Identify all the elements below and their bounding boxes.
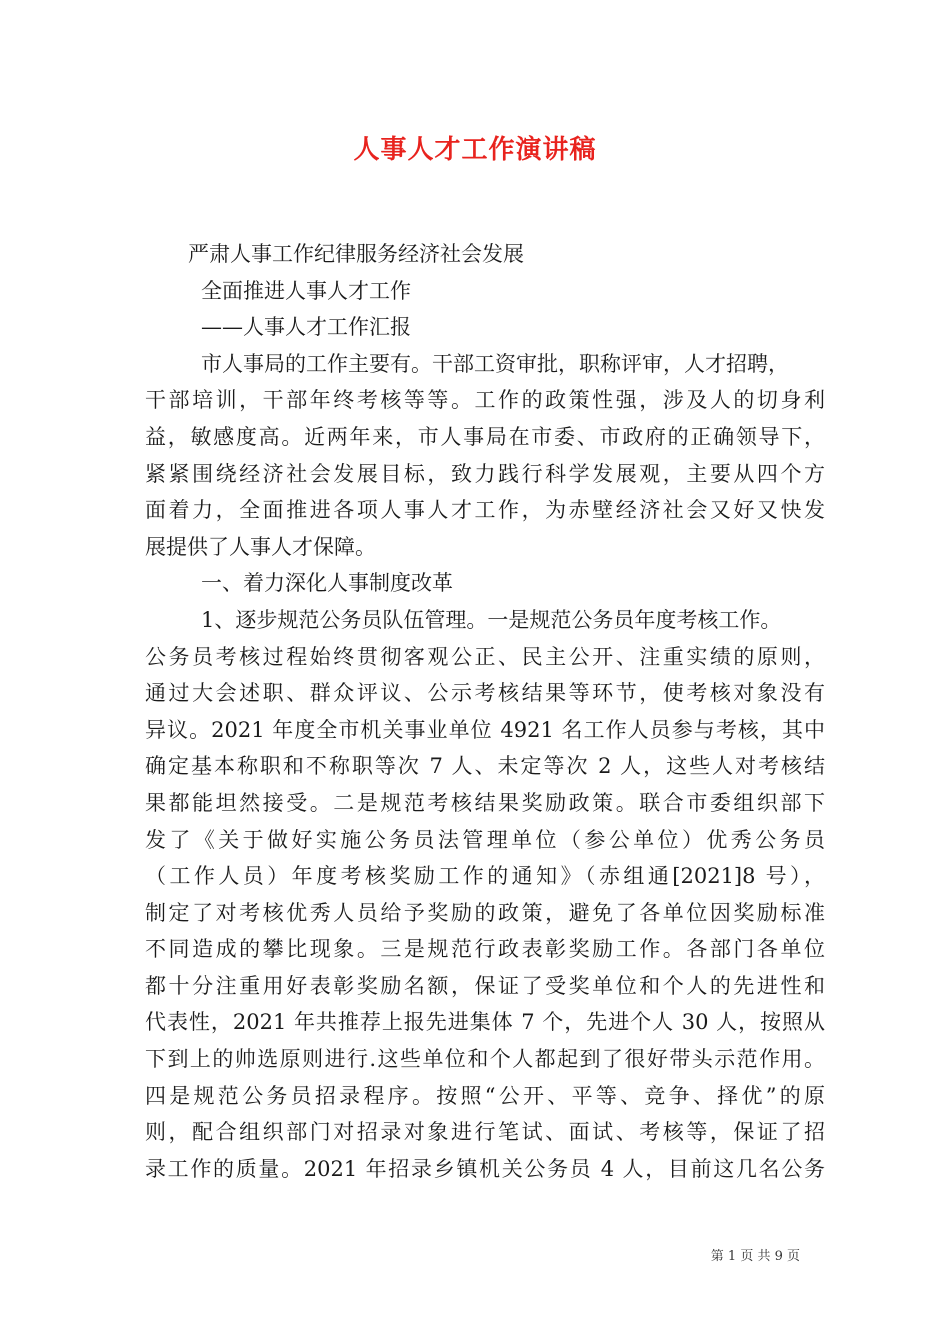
page-number-footer: 第 1 页 共 9 页 [710,1249,800,1264]
paragraph-line: 代表性，2021 年共推荐上报先进集体 7 个，先进个人 30 人，按照从 [145,1010,825,1035]
document-title: 人事人才工作演讲稿 [353,135,597,165]
paragraph-line: 通过大会述职、群众评议、公示考核结果等环节，使考核对象没有 [145,681,825,706]
section-heading: 一、着力深化人事制度改革 [201,571,453,596]
paragraph-line: 都十分注重用好表彰奖励名额，保证了受奖单位和个人的先进性和 [145,973,825,998]
paragraph-line: 干部培训，干部年终考核等等。工作的政策性强，涉及人的切身利 [145,388,825,413]
paragraph-line: 市人事局的工作主要有。干部工资审批，职称评审，人才招聘， [201,351,789,376]
subtitle-line-3: ——人事人才工作汇报 [201,315,411,340]
paragraph-line: 四是规范公务员招录程序。按照“公开、平等、竞争、择优”的原 [145,1083,825,1108]
paragraph-line: 展提供了人事人才保障。 [145,534,376,559]
paragraph-line: 异议。2021 年度全市机关事业单位 4921 名工作人员参与考核，其中 [145,717,825,742]
document-body [145,236,825,1187]
paragraph-line: 录工作的质量。2021 年招录乡镇机关公务员 4 人，目前这几名公务 [145,1156,825,1181]
paragraph-line: 面着力，全面推进各项人事人才工作，为赤壁经济社会又好又快发 [145,498,825,523]
subtitle-line-1: 严肃人事工作纪律服务经济社会发展 [188,242,524,266]
paragraph-line: 不同造成的攀比现象。三是规范行政表彰奖励工作。各部门各单位 [145,937,825,962]
paragraph-line: 紧紧围绕经济社会发展目标，致力践行科学发展观，主要从四个方 [145,461,825,486]
paragraph-line: 公务员考核过程始终贯彻客观公正、民主公开、注重实绩的原则， [145,644,825,669]
paragraph-line: 制定了对考核优秀人员给予奖励的政策，避免了各单位因奖励标准 [145,900,825,925]
subtitle-line-2: 全面推进人事人才工作 [201,278,411,303]
paragraph-line: 确定基本称职和不称职等次 7 人、未定等次 2 人，这些人对考核结 [145,754,825,779]
paragraph-line: 益，敏感度高。近两年来，市人事局在市委、市政府的正确领导下， [145,424,825,449]
paragraph-line: 发了《关于做好实施公务员法管理单位（参公单位）优秀公务员 [145,827,825,852]
paragraph-line: 下到上的帅选原则进行.这些单位和个人都起到了很好带头示范作用。 [145,1047,825,1072]
paragraph-line: 果都能坦然接受。二是规范考核结果奖励政策。联合市委组织部下 [145,790,825,815]
paragraph-line: 1、逐步规范公务员队伍管理。一是规范公务员年度考核工作。 [201,607,782,632]
paragraph-line: （工作人员）年度考核奖励工作的通知》（赤组通[2021]8 号）， [145,864,825,889]
paragraph-line: 则，配合组织部门对招录对象进行笔试、面试、考核等，保证了招 [145,1120,825,1145]
